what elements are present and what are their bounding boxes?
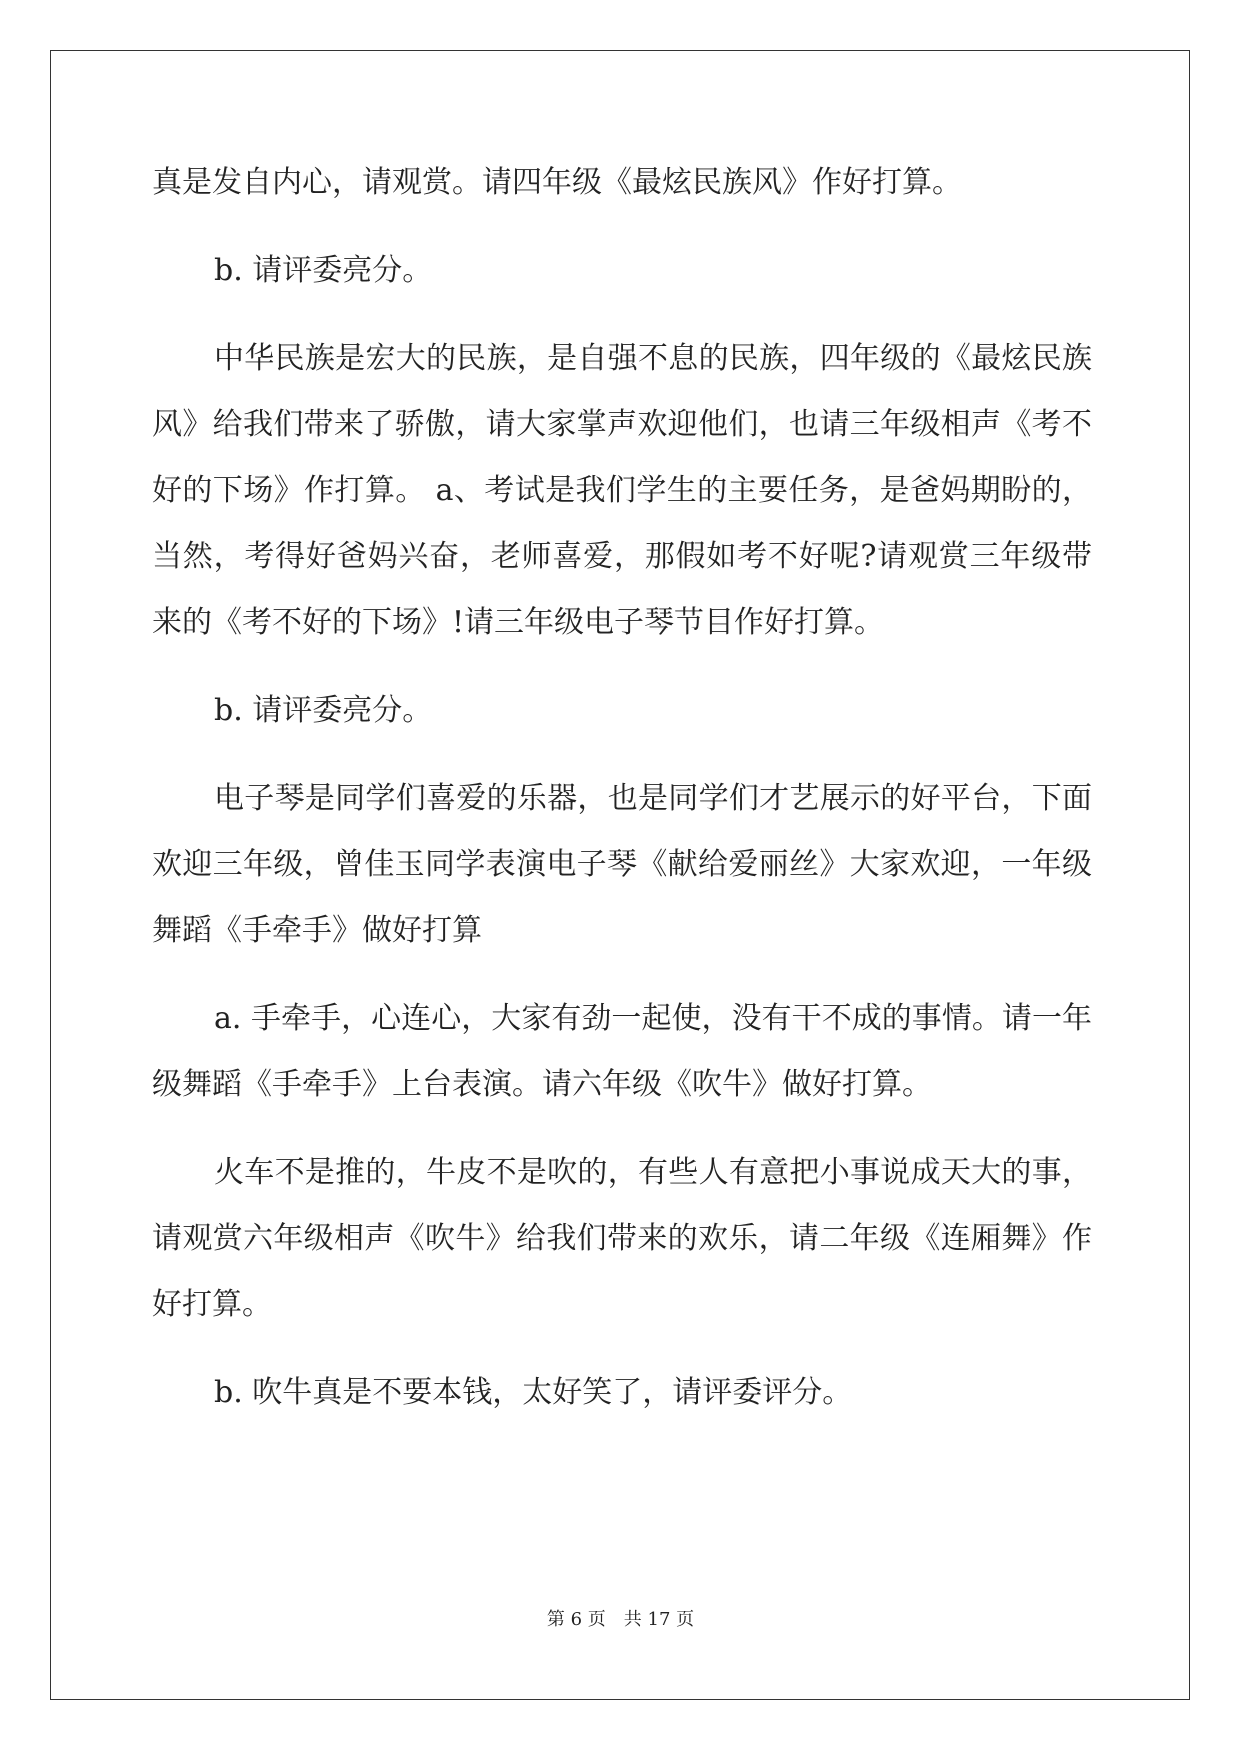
paragraph-7: 火车不是推的，牛皮不是吹的，有些人有意把小事说成天大的事，请观赏六年级相声《吹牛》给我们带来的欢乐，请二年级《连厢舞》作好打算。 xyxy=(152,1155,1092,1322)
page-number-footer: 第 6 页 共 17 页 xyxy=(546,1609,695,1630)
document-body xyxy=(152,150,1092,1448)
paragraph-3: 中华民族是宏大的民族，是自强不息的民族，四年级的《最炫民族风》给我们带来了骄傲，请大家掌声欢迎他们，也请三年级相声《考不好的下场》作打算。 a、考试是我们学生的主要任务，是爸妈期盼的，当然，考得好爸妈兴奋，老师喜爱，那假如考不好呢?请观赏三年级带来的《考不好的下场》!请三年级电子琴节目作好打算。 xyxy=(152,341,1092,640)
paragraph-6: a. 手牵手，心连心，大家有劲一起使，没有干不成的事情。请一年级舞蹈《手牵手》上台表演。请六年级《吹牛》做好打算。 xyxy=(152,1001,1092,1102)
paragraph-1: 真是发自内心，请观赏。请四年级《最炫民族风》作好打算。 xyxy=(152,165,962,200)
paragraph-2: b. 请评委亮分。 xyxy=(214,253,433,288)
paragraph-8: b. 吹牛真是不要本钱，太好笑了，请评委评分。 xyxy=(214,1375,853,1410)
paragraph-5: 电子琴是同学们喜爱的乐器，也是同学们才艺展示的好平台，下面欢迎三年级，曾佳玉同学表演电子琴《献给爱丽丝》大家欢迎，一年级舞蹈《手牵手》做好打算 xyxy=(152,781,1092,948)
paragraph-4: b. 请评委亮分。 xyxy=(214,693,433,728)
